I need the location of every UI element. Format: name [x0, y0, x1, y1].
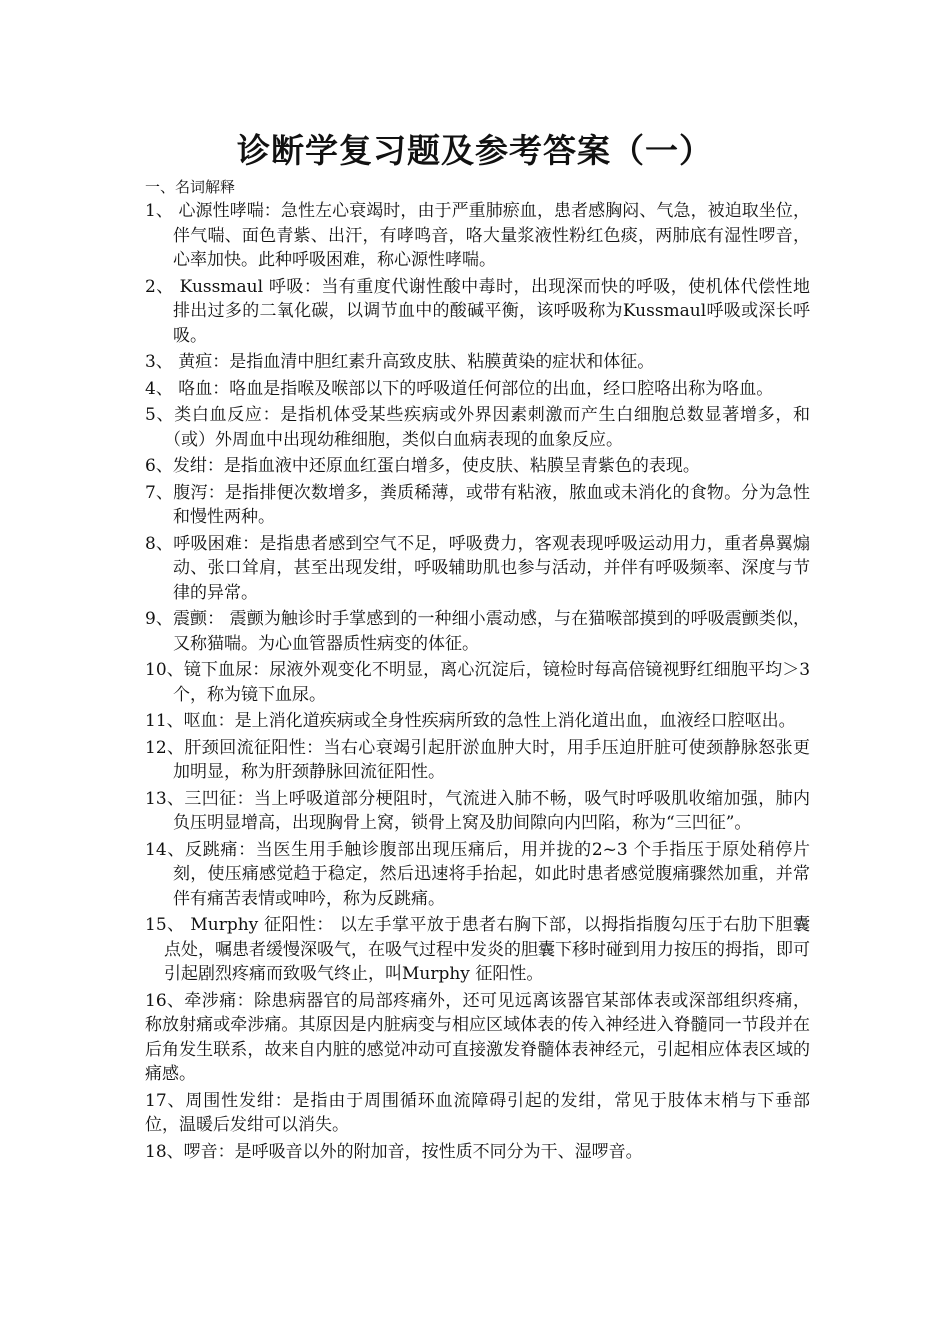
item-number: 14、 — [145, 839, 186, 860]
item-definition: 尿液外观变化不明显，离心沉淀后，镜检时每高倍镜视野红细胞平均＞3 个，称为镜下血尿。 — [173, 660, 811, 705]
item-separator: ： — [303, 276, 322, 297]
definition-item — [145, 454, 810, 479]
definition-list — [145, 199, 810, 1166]
item-number: 18、 — [145, 1141, 184, 1162]
definition-item — [145, 1089, 810, 1138]
item-term: Kussmaul 呼吸 — [179, 276, 304, 297]
item-number: 5、 — [145, 405, 175, 425]
item-term: 三凹征 — [184, 788, 237, 809]
item-number: 3、 — [145, 352, 179, 372]
item-separator: ： — [207, 609, 230, 629]
item-separator: ： — [236, 990, 254, 1011]
item-number: 17、 — [145, 1090, 186, 1111]
item-definition: 以左手掌平放于患者右胸下部，以拇指指腹勾压于右肋下胆囊点处，嘱患者缓慢深吸气，在吸气过程中发炎的胆囊下移时碰到用力按压的拇指，即可引起剧烈疼痛而致吸气终止，叫Murphy 征阳性。 — [164, 915, 810, 984]
item-number: 8、 — [145, 533, 174, 554]
definition-item — [145, 989, 810, 1087]
definition-item — [145, 913, 810, 987]
item-term: Murphy 征阳性 — [190, 915, 317, 935]
item-definition: 咯血是指喉及喉部以下的呼吸道任何部位的出血，经口腔咯出称为咯血。 — [229, 378, 774, 399]
item-separator: ： — [263, 201, 281, 221]
item-number: 16、 — [145, 990, 185, 1011]
item-term: 类白血反应 — [174, 405, 263, 425]
definition-item — [145, 199, 810, 273]
item-definition: 是指由于周围循环血流障碍引起的发绀，常见于肢体末梢与下垂部位，温暖后发绀可以消失。 — [145, 1090, 810, 1135]
item-definition: 是上消化道疾病或全身性疾病所致的急性上消化道出血，血液经口腔呕出。 — [234, 711, 796, 731]
item-separator: ： — [217, 1141, 235, 1162]
definition-item — [145, 658, 810, 707]
item-term: 心源性哮喘 — [178, 201, 264, 221]
definition-item — [145, 403, 810, 452]
item-term: 肝颈回流征阳性 — [184, 737, 307, 758]
item-definition: 当上呼吸道部分梗阻时，气流进入肺不畅，吸气时呼吸肌收缩加强，肺内负压明显增高，出现胸骨上窝，锁骨上窝及肋间隙向内凹陷，称为“三凹征”。 — [173, 788, 811, 833]
item-separator: ： — [262, 405, 281, 425]
definition-item — [145, 350, 810, 375]
definition-item — [145, 532, 810, 606]
item-separator: ： — [217, 711, 235, 731]
item-term: 呕血 — [183, 711, 218, 731]
item-definition: 是指血液中还原血红蛋白增多，使皮肤、粘膜呈青紫色的表现。 — [223, 456, 700, 476]
item-term: 咯血 — [178, 378, 213, 399]
item-term: 镜下血尿 — [183, 660, 253, 680]
item-number: 2、 — [145, 276, 180, 297]
item-term: 黄疸 — [178, 352, 213, 372]
item-definition: 当有重度代谢性酸中毒时，出现深而快的呼吸，使机体代偿性地排出过多的二氧化碳，以调节血中的酸碱平衡，该呼吸称为Kussmaul呼吸或深长呼吸。 — [173, 276, 811, 346]
item-definition: 震颤为触诊时手掌感到的一种细小震动感，与在猫喉部摸到的呼吸震颤类似，又称猫喘。为心血管器质性病变的体征。 — [173, 609, 811, 654]
item-separator: ： — [236, 788, 254, 809]
item-term: 呼吸困难 — [173, 533, 243, 554]
item-separator: ： — [274, 1090, 293, 1111]
section-heading: 一、名词解释 — [145, 178, 236, 196]
definition-item — [145, 838, 810, 912]
item-definition: 除患病器官的局部疼痛外，还可见远离该器官某部体表或深部组织疼痛，称放射痛或牵涉痛。其原因是内脏病变与相应区域体表的传入神经进入脊髓同一节段并在后角发生联系，故来自内脏的感觉冲动可直接激发脊髓体表神经元，引起相应体表区域的痛感。 — [145, 990, 811, 1084]
item-number: 11、 — [145, 711, 184, 731]
item-definition: 是指血清中胆红素升高致皮肤、粘膜黄染的症状和体征。 — [229, 352, 655, 372]
item-term: 腹泻 — [173, 482, 208, 503]
item-term: 发绀 — [172, 456, 207, 476]
item-number: 6、 — [145, 456, 173, 476]
definition-item — [145, 1140, 810, 1165]
item-separator: ： — [242, 533, 260, 554]
item-number: 4、 — [145, 378, 179, 399]
item-number: 12、 — [145, 737, 185, 758]
item-definition: 是指机体受某些疾病或外界因素刺激而产生白细胞总数显著增多，和（或）外周血中出现幼稚细胞，类似白血病表现的血象反应。 — [164, 405, 811, 450]
definition-item — [145, 709, 810, 734]
definition-item — [145, 607, 810, 656]
item-definition: 当右心衰竭引起肝淤血肿大时，用手压迫肝脏可使颈静脉怒张更加明显，称为肝颈静脉回流征阳性。 — [173, 737, 811, 782]
item-separator: ： — [212, 378, 230, 399]
item-definition: 是呼吸音以外的附加音，按性质不同分为干、湿啰音。 — [234, 1141, 643, 1162]
item-number: 10、 — [145, 660, 184, 680]
definition-item — [145, 275, 810, 349]
item-definition: 是指患者感到空气不足，呼吸费力，客观表现呼吸运动用力，重者鼻翼煽动、张口耸肩，甚至出现发绀，呼吸辅助肌也参与活动，并伴有呼吸频率、深度与节律的异常。 — [173, 533, 811, 603]
definition-item — [145, 787, 810, 836]
item-separator: ： — [306, 737, 324, 758]
item-definition: 是指排便次数增多，粪质稀薄，或带有粘液，脓血或未消化的食物。分为急性和慢性两种。 — [173, 482, 811, 527]
document-title: 诊断学复习题及参考答案（一） — [237, 131, 713, 170]
item-term: 牵涉痛 — [184, 990, 237, 1011]
item-term: 啰音 — [183, 1141, 218, 1162]
item-separator: ： — [238, 839, 256, 860]
item-number: 15、 — [145, 915, 191, 935]
definition-item — [145, 736, 810, 785]
item-number: 7、 — [145, 482, 174, 503]
item-separator: ： — [212, 352, 230, 372]
item-separator: ： — [252, 660, 270, 680]
item-definition: 当医生用手触诊腹部出现压痛后，用并拢的2~3 个手指压于原处稍停片刻，使压痛感觉趋于稳定，然后迅速将手抬起，如此时患者感觉腹痛骤然加重，并常伴有痛苦表情或呻吟，称为反跳痛。 — [173, 839, 811, 909]
item-number: 9、 — [145, 609, 173, 629]
item-number: 1、 — [145, 201, 179, 221]
item-separator: ： — [206, 456, 224, 476]
definition-item — [145, 481, 810, 530]
item-term: 反跳痛 — [185, 839, 239, 860]
item-term: 震颤 — [172, 609, 208, 629]
item-number: 13、 — [145, 788, 185, 809]
definition-item — [145, 377, 810, 402]
item-term: 周围性发绀 — [185, 1090, 275, 1111]
item-separator: ： — [207, 482, 225, 503]
item-definition: 急性左心衰竭时，由于严重肺瘀血，患者感胸闷、气急，被迫取坐位，伴气喘、面色青紫、出汗，有哮鸣音，咯大量浆液性粉红色痰，两肺底有湿性啰音，心率加快。此种呼吸困难，称心源性哮喘。 — [173, 201, 811, 270]
item-separator: ： — [316, 915, 340, 935]
